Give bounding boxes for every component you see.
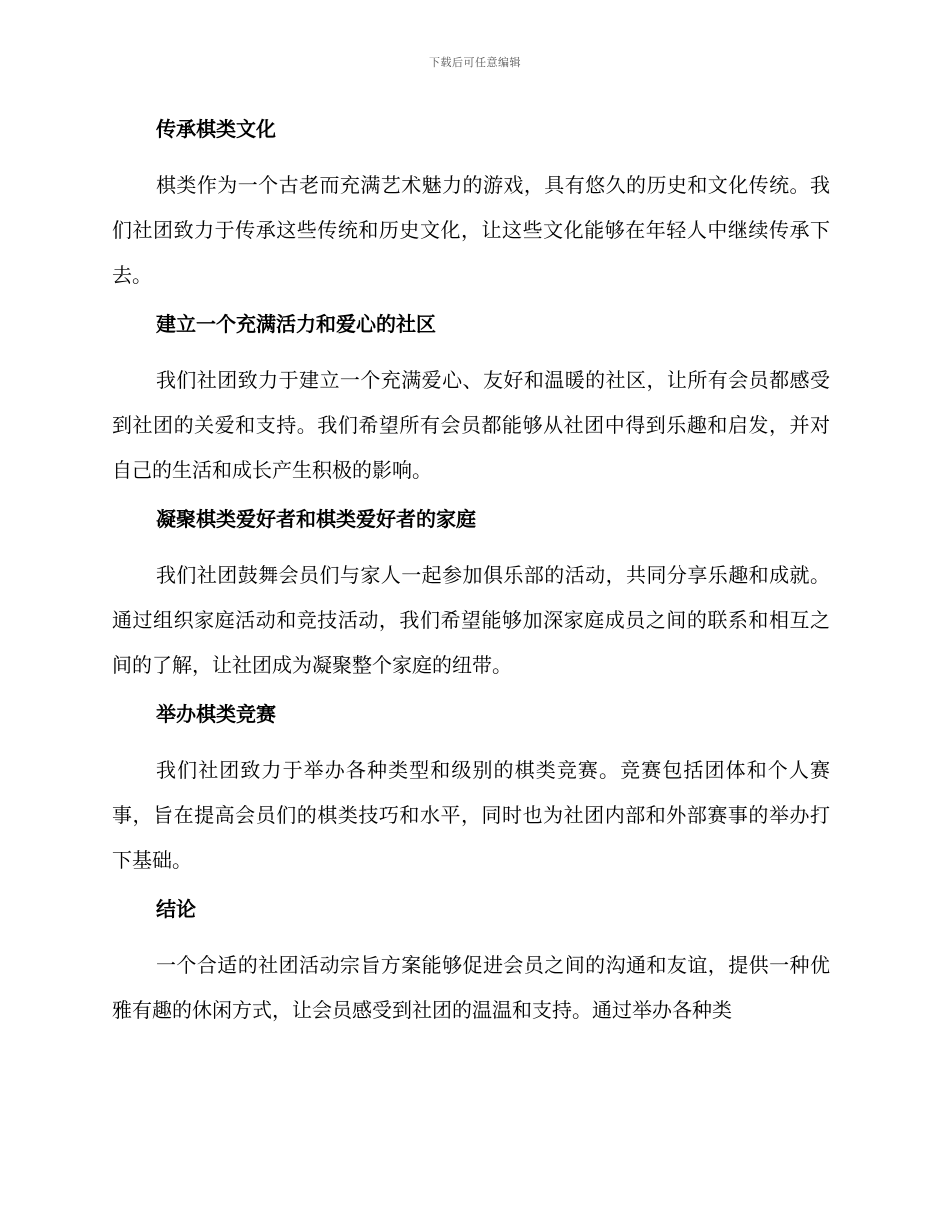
section-heading: 凝聚棋类爱好者和棋类爱好者的家庭 xyxy=(156,507,476,531)
document-content xyxy=(112,111,830,1033)
section-paragraph: 我们社团致力于举办各种类型和级别的棋类竞赛。竞赛包括团体和个人赛事，旨在提高会员们的棋类技巧和水平，同时也为社团内部和外部赛事的举办打下基础。 xyxy=(112,758,830,872)
section-heritage xyxy=(112,111,830,298)
section-heading: 传承棋类文化 xyxy=(156,117,276,141)
section-paragraph: 棋类作为一个古老而充满艺术魅力的游戏，具有悠久的历史和文化传统。我们社团致力于传承这些传统和历史文化，让这些文化能够在年轻人中继续传承下去。 xyxy=(112,173,830,287)
section-community xyxy=(112,306,830,493)
section-paragraph: 我们社团致力于建立一个充满爱心、友好和温暖的社区，让所有会员都感受到社团的关爱和支持。我们希望所有会员都能够从社团中得到乐趣和启发，并对自己的生活和成长产生积极的影响。 xyxy=(112,368,830,482)
section-conclusion xyxy=(112,891,830,1033)
section-paragraph: 一个合适的社团活动宗旨方案能够促进会员之间的沟通和友谊，提供一种优雅有趣的休闲方式，让会员感受到社团的温温和支持。通过举办各种类 xyxy=(112,953,830,1022)
section-paragraph: 我们社团鼓舞会员们与家人一起参加俱乐部的活动，共同分享乐趣和成就。通过组织家庭活动和竞技活动，我们希望能够加深家庭成员之间的联系和相互之间的了解，让社团成为凝聚整个家庭的纽带。 xyxy=(112,563,830,677)
header-note: 下载后可任意编辑 xyxy=(429,56,521,69)
section-heading: 建立一个充满活力和爱心的社区 xyxy=(156,312,436,336)
section-families xyxy=(112,501,830,688)
section-competitions xyxy=(112,696,830,883)
section-heading: 结论 xyxy=(156,897,196,921)
section-heading: 举办棋类竞赛 xyxy=(156,702,276,726)
